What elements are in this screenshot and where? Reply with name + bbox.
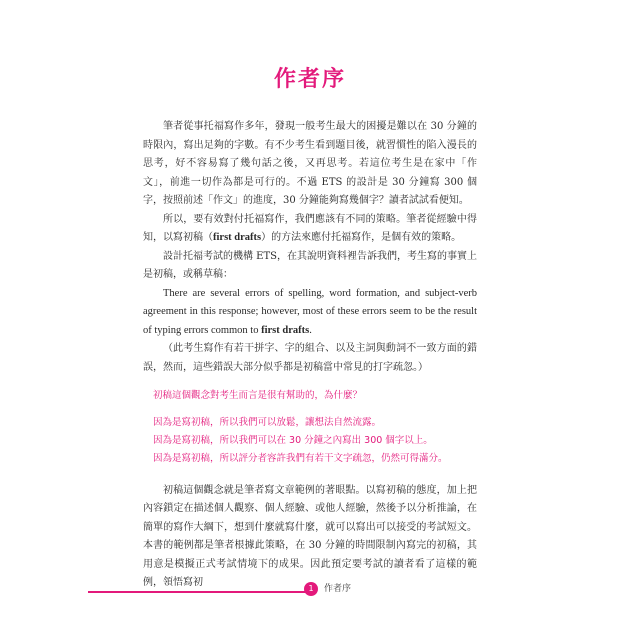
paragraph-ets: 設計托福考試的機構 ETS，在其說明資料裡告訴我們，考生寫的事實上是初稿，或稱草稿： xyxy=(143,250,477,280)
page-title: 作者序 xyxy=(273,67,346,92)
quote-translation: （此考生寫作有若干拼字、字的組合、以及主詞與動詞不一致方面的錯誤，然而，這些錯誤大部分似乎都是初稿當中常見的打字疏忽。） xyxy=(143,343,477,373)
english-quote-bold: first drafts xyxy=(261,324,310,336)
english-quote-text: There are several errors of spelling, word formation, and subject-verb agreement in this response; however, most of these errors seem to be the result of typing errors common to xyxy=(143,287,477,336)
highlight-question: 初稿這個觀念對考生而言是很有幫助的，為什麼？ xyxy=(153,390,363,401)
first-drafts-term: first drafts xyxy=(213,232,262,243)
paragraph-strategy-start: 所以，要有效對付托福寫作，我們應該有不同的策略。筆者從經驗中得知，以寫初稿（ xyxy=(143,213,477,243)
page-number-badge: 1 xyxy=(304,582,318,596)
answer-item: 因為是寫初稿，所以我們可以放鬆，讓想法自然流露。 xyxy=(153,416,382,428)
paragraph-intro: 筆者從事托福寫作多年，發現一般考生最大的困擾是難以在 30 分鐘的時限內，寫出足夠的字數。有不少考生看到題目後，就習慣性的陷入漫長的思考，好不容易寫了幾句話之後，又再思考。若這位考生是在家中「作文」，前進一切作為都是可行的。不過 ETS 的設計是 30 分鐘寫 300 個字，按照前述「作文」的進度，30 分鐘能夠寫幾個字？讀者試試看便知。 xyxy=(143,121,477,206)
paragraph-strategy xyxy=(143,211,477,248)
english-quote xyxy=(143,285,477,341)
footer-section-label: 作者序 xyxy=(324,584,352,594)
answer-item: 因為是寫初稿，所以我們可以在 30 分鐘之內寫出 300 個字以上。 xyxy=(153,434,433,446)
paragraph-strategy-end: ）的方法來應付托福寫作，是個有效的策略。 xyxy=(261,232,462,243)
english-quote-end: . xyxy=(309,324,312,336)
footer-divider xyxy=(88,591,306,593)
highlight-answers xyxy=(143,414,477,468)
paragraph-closing: 初稿這個觀念就是筆者寫文章範例的著眼點。以寫初稿的態度，加上把內容鎖定在描述個人觀察、個人經驗、或他人經驗，然後予以分析推論，在簡單的寫作大綱下，想到什麼就寫什麼，就可以寫出可以接受的考試短文。本書的範例都是筆者根據此策略，在 30 分鐘的時間限制內寫完的初稿，其用意是模擬正式考試情境下的成果。因此預定要考試的讀者看了這樣的範例，領悟寫初 xyxy=(143,484,477,588)
body-text xyxy=(143,118,477,593)
answer-item: 因為是寫初稿，所以評分者容許我們有若干文字疏忽，仍然可得滿分。 xyxy=(153,452,448,464)
